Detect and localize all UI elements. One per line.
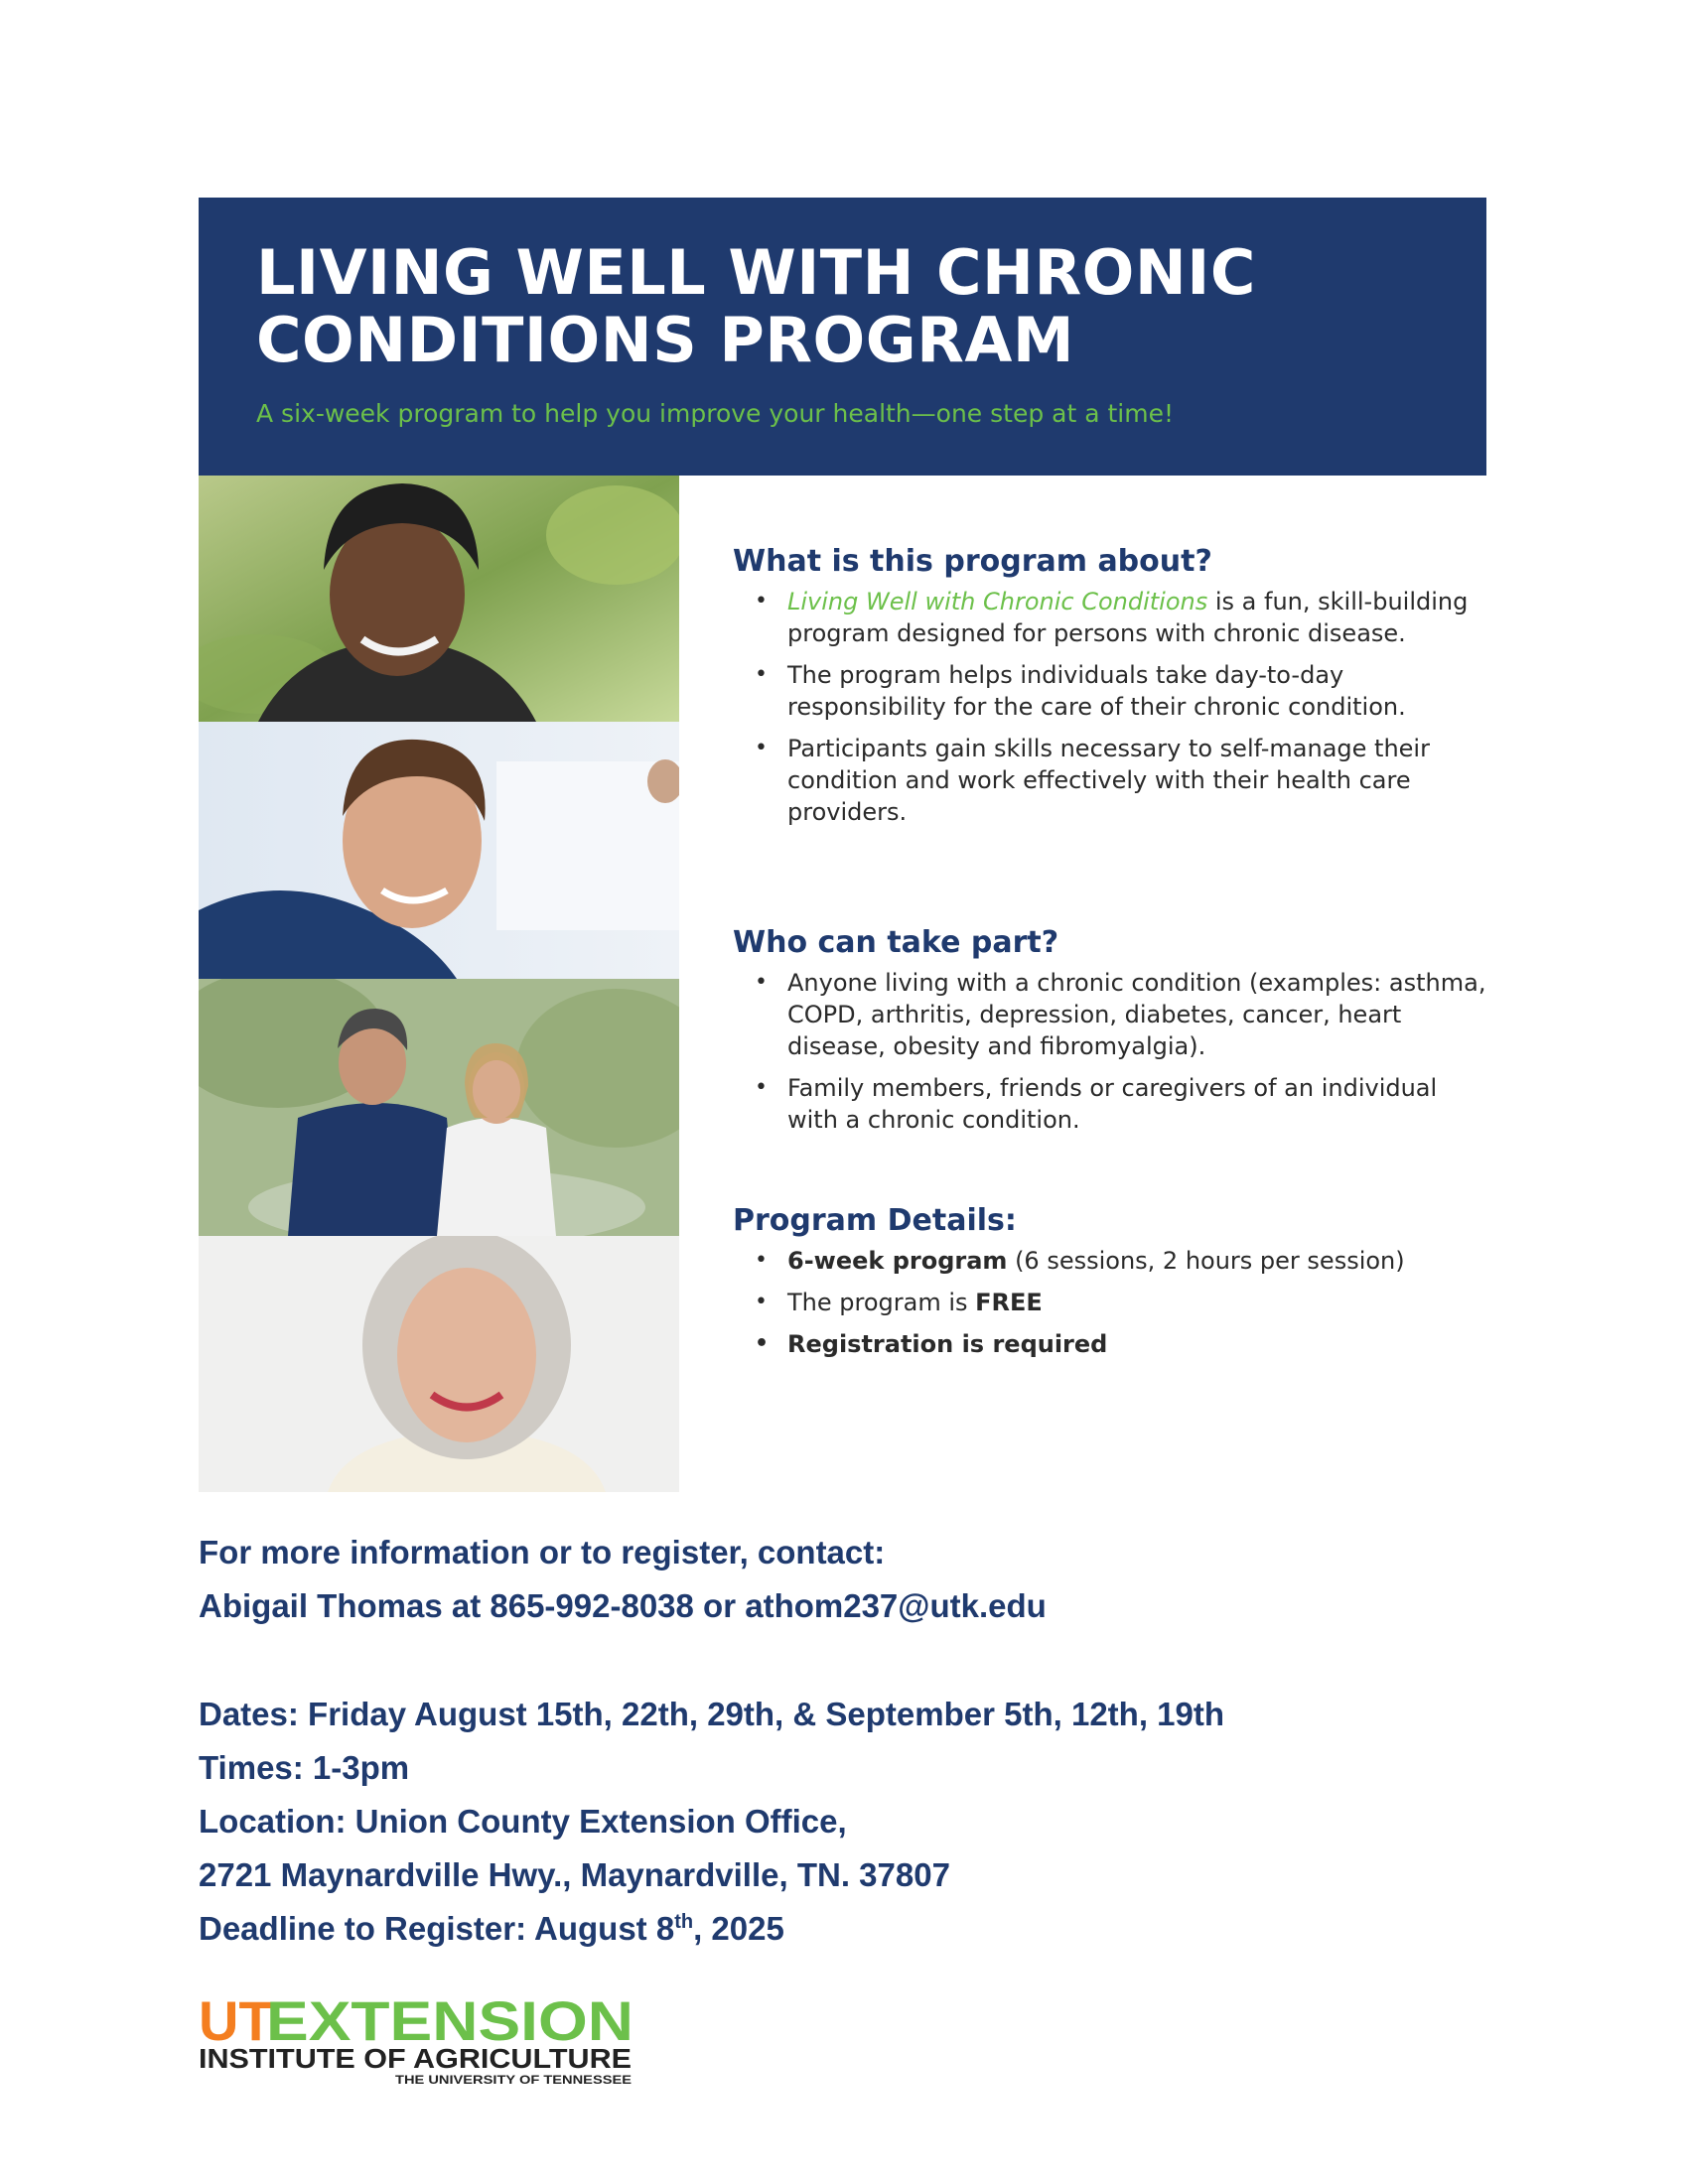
location-line: Location: Union County Extension Office,: [199, 1803, 847, 1840]
list-item: [733, 1245, 1487, 1277]
details-list: [733, 1245, 1487, 1360]
list-item: • Anyone living with a chronic condition (examples: asthma, COPD, arthritis, depression, diabetes, cancer, heart disease, obesity and fibromyalgia).: [733, 967, 1487, 1062]
duration-emphasis: 6-week program: [787, 1247, 1008, 1275]
who-heading: Who can take part?: [733, 925, 1059, 960]
deadline-year: , 2025: [693, 1910, 784, 1947]
list-item: • Family members, friends or caregivers of an individual with a chronic condition.: [733, 1072, 1487, 1136]
header-banner: [199, 198, 1486, 476]
dates-line: Dates: Friday August 15th, 22th, 29th, & September 5th, 12th, 19th: [199, 1696, 1225, 1732]
institute-text: INSTITUTE OF AGRICULTURE: [199, 2043, 632, 2074]
title-line-1: LIVING WELL WITH CHRONIC: [256, 236, 1256, 309]
ut-mark: UT: [199, 1989, 273, 2052]
details-heading: Program Details:: [733, 1203, 1017, 1238]
photo-older-couple: [199, 979, 679, 1236]
list-item: • The program helps individuals take day-to-day responsibility for the care of their chronic condition.: [733, 659, 1487, 723]
contact-person: Abigail Thomas at 865-992-8038 or athom237@utk.edu: [199, 1587, 1047, 1624]
about-bullet-1-text: is a fun, skill-building program designed for persons with chronic disease.: [787, 588, 1469, 647]
about-heading: What is this program about?: [733, 544, 1212, 579]
section-who: [733, 925, 1487, 1146]
list-item: • Registration is required: [733, 1328, 1487, 1360]
section-about: [733, 544, 1487, 828]
deadline-line: [199, 1910, 784, 1948]
photo-column: [199, 476, 679, 1492]
university-text: THE UNIVERSITY OF TENNESSEE: [395, 2073, 632, 2087]
list-item: [733, 1287, 1487, 1318]
tagline: A six-week program to help you improve your health—one step at a time!: [256, 399, 1174, 428]
extension-wordmark: EXTENSION: [266, 1989, 633, 2052]
list-item: • Participants gain skills necessary to self-manage their condition and work effectively with their health care providers.: [733, 733, 1487, 828]
duration-detail: (6 sessions, 2 hours per session): [1007, 1247, 1405, 1275]
times-line: Times: 1-3pm: [199, 1749, 410, 1786]
deadline-ordinal: th: [674, 1911, 694, 1933]
list-item: [733, 586, 1487, 649]
about-list: [733, 586, 1487, 828]
free-emphasis: FREE: [975, 1289, 1043, 1316]
address-line: 2721 Maynardville Hwy., Maynardville, TN. 37807: [199, 1856, 950, 1893]
title-line-2: CONDITIONS PROGRAM: [256, 304, 1075, 376]
program-info: [733, 544, 1487, 1358]
photo-smiling-man: [199, 722, 679, 979]
program-name-emphasis: Living Well with Chronic Conditions: [787, 588, 1208, 615]
free-prefix: The program is: [787, 1289, 976, 1316]
photo-older-woman: [199, 1236, 679, 1492]
who-list: [733, 967, 1487, 1136]
photo-woman-headwrap: [199, 476, 679, 722]
section-details: [733, 1203, 1487, 1370]
contact-intro: For more information or to register, contact:: [199, 1534, 886, 1570]
ut-extension-logo: [199, 1988, 635, 2088]
deadline-text: Deadline to Register: August 8: [199, 1910, 675, 1947]
page-title: [256, 236, 1256, 376]
